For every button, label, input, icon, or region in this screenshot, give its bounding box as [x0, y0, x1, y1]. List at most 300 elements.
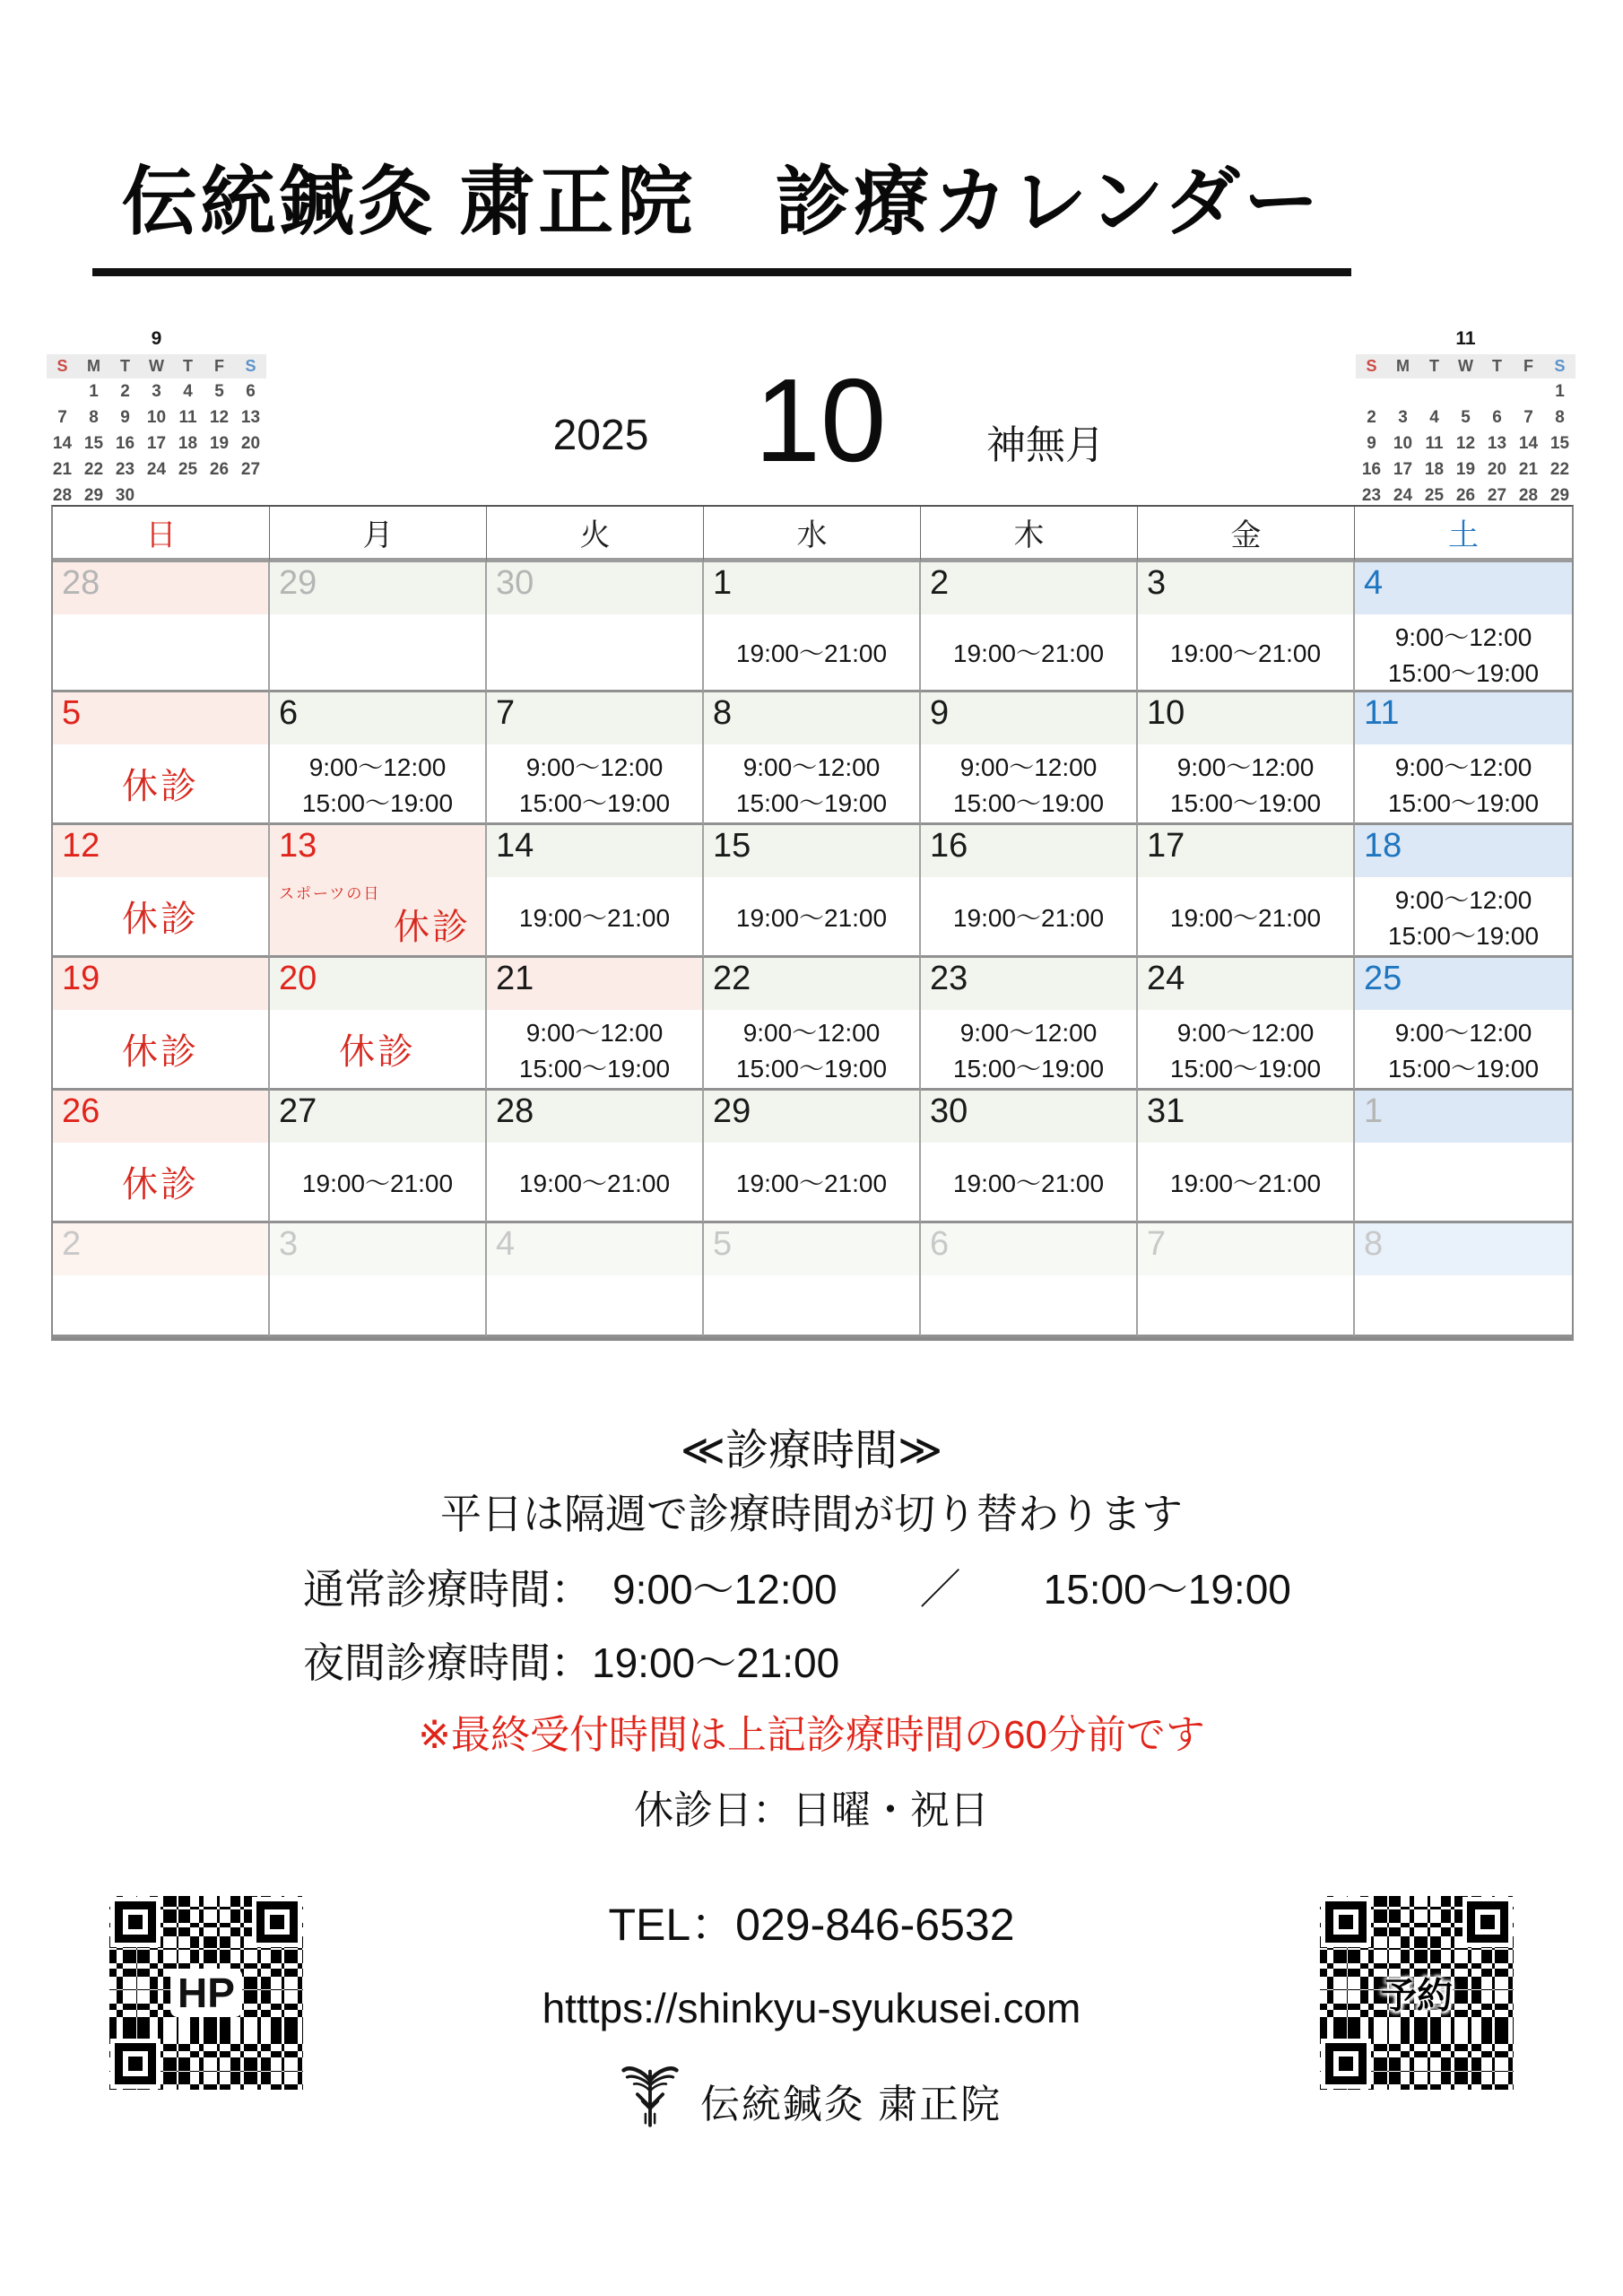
closed-label: 休診 [394, 908, 471, 947]
date-number: 30 [496, 564, 534, 602]
day-cell-15 [704, 825, 921, 958]
date-number: 18 [1364, 827, 1402, 865]
mini-day-cell: 6 [1492, 407, 1502, 427]
day-cell-28-out [53, 562, 270, 692]
time-slot: 9:00〜12:00 [1394, 623, 1532, 651]
day-cell-body [1355, 614, 1572, 693]
date-number: 22 [713, 960, 751, 997]
mini-day-cell: 10 [1393, 433, 1413, 453]
qr-finder-icon [1467, 1901, 1508, 1943]
mini-day-cell: 10 [146, 407, 167, 427]
time-slot: 9:00〜12:00 [1176, 753, 1315, 781]
date-band [921, 1091, 1136, 1143]
date-band [53, 692, 268, 744]
day-cell-body [921, 614, 1136, 690]
mini-day-cell: 25 [178, 459, 198, 479]
date-band [704, 825, 919, 877]
mini-day-cell: 14 [1518, 433, 1539, 453]
mini-day-cell: 20 [1487, 459, 1507, 479]
date-number: 3 [1147, 564, 1167, 602]
mini-weekday-header: T [1492, 357, 1502, 375]
date-number: 28 [62, 564, 100, 602]
date-band [1355, 1091, 1572, 1143]
time-slot: 9:00〜12:00 [1176, 1019, 1315, 1047]
date-number: 26 [62, 1092, 100, 1130]
day-cell-body [270, 614, 485, 690]
website-url: htttps://shinkyu-syukusei.com [542, 1985, 1081, 2031]
day-cell-7-out [1138, 1223, 1355, 1337]
last-reception-note: ※最終受付時間は上記診療時間の60分前です [418, 1713, 1205, 1757]
date-band [53, 562, 268, 614]
mini-day-cell [1356, 378, 1387, 404]
day-cell-body [921, 744, 1136, 823]
mini-day-cell: 26 [1455, 485, 1476, 505]
day-cell-body [1138, 744, 1353, 823]
day-cell-body [53, 877, 268, 955]
day-cell-29 [704, 1091, 921, 1223]
day-cell-body [1355, 1143, 1572, 1221]
date-number: 23 [930, 960, 968, 997]
qr-finder-icon [256, 1901, 298, 1943]
calendar-grid [51, 505, 1574, 1341]
time-slot: 15:00〜19:00 [735, 1055, 888, 1083]
mini-day-cell: 22 [83, 459, 104, 479]
day-cell-body [704, 1143, 919, 1221]
time-slot: 15:00〜19:00 [952, 789, 1105, 817]
page-title-underline [92, 142, 1351, 276]
day-cell-2-out [53, 1223, 270, 1337]
time-slot: 19:00〜21:00 [518, 1169, 671, 1197]
closed-label: 休診 [122, 900, 199, 939]
mini-weekday-header-row [47, 354, 266, 378]
day-cell-body [1355, 1010, 1572, 1089]
day-cell-body [270, 744, 485, 823]
date-band [921, 825, 1136, 877]
mini-weekday-header: M [1396, 357, 1410, 375]
mini-day-cell: 5 [214, 381, 224, 401]
mini-day-cell: 27 [1487, 485, 1507, 505]
day-cell-body [270, 1010, 485, 1088]
day-cell-body [487, 877, 702, 955]
time-slot: 9:00〜12:00 [1394, 886, 1532, 914]
mini-day-cell: 11 [1425, 433, 1444, 453]
date-band [921, 692, 1136, 744]
day-cell-body [704, 1010, 919, 1089]
time-slot: 19:00〜21:00 [952, 639, 1105, 667]
day-cell-7 [487, 692, 704, 825]
time-slot: 9:00〜12:00 [525, 1019, 664, 1047]
mini-day-cell: 3 [152, 381, 161, 401]
time-slot: 19:00〜21:00 [735, 1169, 888, 1197]
date-band [53, 1091, 268, 1143]
date-band [1355, 562, 1572, 614]
mini-day-cell: 18 [178, 433, 198, 453]
mini-weekday-header: S [1366, 357, 1377, 375]
day-cell-body [487, 1143, 702, 1221]
day-cell-8 [704, 692, 921, 825]
time-slot: 9:00〜12:00 [959, 753, 1098, 781]
date-band [1138, 825, 1353, 877]
mini-weekday-header: F [214, 357, 224, 375]
date-number: 20 [279, 960, 317, 997]
time-slot: 19:00〜21:00 [301, 1169, 454, 1197]
mini-month-label: 9 [151, 328, 162, 349]
hours-normal-line: 通常診療時間： 9:00〜12:00 ／ 15:00〜19:00 [303, 1566, 1291, 1613]
day-cell-9 [921, 692, 1138, 825]
mini-day-cell: 17 [1393, 459, 1413, 479]
mini-day-cell: 7 [57, 407, 67, 427]
closed-days-line: 休診日：日曜・祝日 [634, 1788, 989, 1832]
date-number: 30 [930, 1092, 968, 1130]
date-band [487, 1223, 702, 1275]
day-cell-body [921, 1275, 1136, 1335]
day-cell-6 [270, 692, 487, 825]
mini-calendar-september [47, 328, 266, 509]
mini-day-cell: 17 [146, 433, 167, 453]
mini-day-cell: 12 [209, 407, 230, 427]
date-number: 15 [713, 827, 751, 865]
date-band [704, 562, 919, 614]
day-cell-body [1355, 1275, 1572, 1335]
date-band [53, 1223, 268, 1275]
mini-weekday-header: W [149, 357, 164, 375]
date-number: 1 [1364, 1092, 1384, 1130]
mini-day-cell: 13 [240, 407, 261, 427]
date-band [270, 825, 485, 877]
mini-day-cell: 26 [209, 459, 230, 479]
mini-day-cell: 27 [240, 459, 261, 479]
mini-month-label: 11 [1455, 328, 1476, 349]
date-band [704, 1223, 919, 1275]
date-number: 2 [930, 564, 950, 602]
time-slot: 15:00〜19:00 [518, 1055, 671, 1083]
day-cell-body [1138, 877, 1353, 955]
mini-day-cell: 1 [89, 381, 99, 401]
day-cell-body [1138, 1143, 1353, 1221]
date-number: 11 [1364, 694, 1400, 732]
time-slot: 15:00〜19:00 [1387, 922, 1540, 950]
date-band [487, 958, 702, 1010]
qr-label-reserve: 予約 [1381, 1976, 1453, 2016]
date-number: 31 [1147, 1092, 1185, 1130]
mini-day-cell: 12 [1455, 433, 1476, 453]
mini-day-cell: 8 [1555, 407, 1565, 427]
date-band [270, 562, 485, 614]
time-slot: 15:00〜19:00 [735, 789, 888, 817]
date-number: 27 [279, 1092, 317, 1130]
mini-day-cell: 4 [1429, 407, 1439, 427]
mini-day-cell: 6 [246, 381, 256, 401]
day-cell-body [1138, 1275, 1353, 1335]
time-slot: 19:00〜21:00 [952, 1169, 1105, 1197]
mini-day-cell: 16 [115, 433, 135, 453]
day-cell-body [53, 1010, 268, 1088]
mini-week-row [47, 378, 266, 404]
day-cell-body [704, 1275, 919, 1335]
mini-day-cell: 21 [52, 459, 73, 479]
mini-day-cell [1419, 378, 1450, 404]
qr-finder-icon [1325, 2043, 1367, 2084]
date-band [487, 1091, 702, 1143]
date-number: 29 [713, 1092, 751, 1130]
date-number: 1 [713, 564, 733, 602]
time-slot: 19:00〜21:00 [1169, 639, 1322, 667]
day-cell-body [1355, 744, 1572, 823]
day-cell-4 [1355, 562, 1572, 692]
time-slot: 19:00〜21:00 [735, 639, 888, 667]
time-slot: 19:00〜21:00 [518, 903, 671, 932]
time-slot: 19:00〜21:00 [1169, 903, 1322, 932]
mini-day-cell: 29 [83, 485, 104, 505]
time-slot: 15:00〜19:00 [1387, 1055, 1540, 1083]
time-slot: 19:00〜21:00 [735, 903, 888, 932]
date-band [53, 958, 268, 1010]
time-slot: 15:00〜19:00 [1169, 1055, 1322, 1083]
closed-label: 休診 [122, 767, 199, 806]
mini-week-row [1356, 378, 1575, 404]
mini-week-row [47, 404, 266, 430]
day-cell-body [270, 877, 485, 955]
day-cell-body [53, 614, 268, 690]
month-number: 10 [754, 354, 887, 486]
day-cell-1-out [1355, 1091, 1572, 1223]
date-number: 13 [279, 827, 317, 865]
date-band [704, 1091, 919, 1143]
mini-day-cell [1513, 378, 1544, 404]
date-number: 10 [1147, 694, 1185, 732]
date-band [487, 825, 702, 877]
mini-day-cell: 28 [52, 485, 73, 505]
time-slot: 15:00〜19:00 [301, 789, 454, 817]
day-cell-body [487, 1275, 702, 1335]
qr-code-homepage [109, 1896, 303, 2090]
mini-weekday-header: W [1458, 357, 1473, 375]
mini-day-cell: 9 [120, 407, 130, 427]
mini-day-cell: 18 [1424, 459, 1445, 479]
closed-label: 休診 [122, 1032, 199, 1072]
time-slot: 9:00〜12:00 [1394, 1019, 1532, 1047]
mini-day-cell: 5 [1461, 407, 1471, 427]
time-slot: 9:00〜12:00 [959, 1019, 1098, 1047]
time-slot: 9:00〜12:00 [308, 753, 447, 781]
mini-day-cell [1387, 378, 1419, 404]
month-name-japanese: 神無月 [986, 423, 1105, 467]
day-cell-27 [270, 1091, 487, 1223]
date-number: 9 [930, 694, 950, 732]
page-title: 伝統鍼灸 粛正院 診療カレンダー [121, 161, 1323, 245]
weekday-header-cell: 日 [53, 507, 270, 562]
date-band [704, 692, 919, 744]
mini-weekday-header: T [183, 357, 193, 375]
mini-day-cell: 15 [83, 433, 104, 453]
date-band [1355, 692, 1572, 744]
date-band [1138, 1223, 1353, 1275]
time-slot: 15:00〜19:00 [518, 789, 671, 817]
date-band [1138, 562, 1353, 614]
mini-weekday-header: M [87, 357, 100, 375]
time-slot: 9:00〜12:00 [742, 753, 881, 781]
date-number: 8 [1364, 1225, 1384, 1263]
date-band [270, 1091, 485, 1143]
date-band [1355, 958, 1572, 1010]
date-number: 8 [713, 694, 733, 732]
date-number: 6 [930, 1225, 950, 1263]
mini-weekday-header: F [1523, 357, 1533, 375]
day-cell-body [704, 614, 919, 690]
day-cell-body [53, 1275, 268, 1335]
mini-week-row [47, 457, 266, 483]
mini-day-cell: 28 [1518, 485, 1539, 505]
mini-day-cell: 14 [52, 433, 73, 453]
day-cell-body [270, 1143, 485, 1221]
day-cell-6-out [921, 1223, 1138, 1337]
hours-night-line: 夜間診療時間：19:00〜21:00 [303, 1639, 840, 1686]
mini-day-cell [1450, 378, 1481, 404]
weekday-header-cell: 金 [1138, 507, 1355, 562]
year-label: 2025 [552, 412, 649, 459]
day-cell-body [1138, 614, 1353, 690]
closed-label: 休診 [122, 1165, 199, 1205]
day-cell-10 [1138, 692, 1355, 825]
qr-code-reservation [1320, 1896, 1514, 2090]
date-band [704, 958, 919, 1010]
day-cell-21 [487, 958, 704, 1091]
mini-day-cell: 21 [1518, 459, 1539, 479]
mini-weekday-header: T [120, 357, 130, 375]
date-band [1138, 1091, 1353, 1143]
day-cell-5-out [704, 1223, 921, 1337]
mini-week-row [1356, 430, 1575, 457]
mini-calendar-november [1356, 328, 1575, 535]
date-band [487, 562, 702, 614]
date-number: 6 [279, 694, 299, 732]
date-number: 5 [62, 694, 82, 732]
hours-alternating-note: 平日は隔週で診療時間が切り替わります [440, 1491, 1183, 1537]
day-cell-2 [921, 562, 1138, 692]
day-cell-body [921, 877, 1136, 955]
day-cell-3-out [270, 1223, 487, 1337]
day-cell-body [704, 877, 919, 955]
date-number: 21 [496, 960, 534, 997]
mini-day-cell: 24 [146, 459, 167, 479]
day-cell-body [487, 1010, 702, 1089]
date-band [1355, 825, 1572, 877]
day-cell-body [1138, 1010, 1353, 1089]
day-cell-12 [53, 825, 270, 958]
time-slot: 19:00〜21:00 [952, 903, 1105, 932]
day-cell-4-out [487, 1223, 704, 1337]
mini-day-cell: 3 [1398, 407, 1408, 427]
date-band [487, 692, 702, 744]
mini-day-cell: 11 [178, 407, 197, 427]
mini-day-cell [1481, 378, 1513, 404]
date-band [270, 692, 485, 744]
day-cell-18 [1355, 825, 1572, 958]
qr-label-hp: HP [170, 1969, 242, 2017]
date-number: 25 [1364, 960, 1402, 997]
date-number: 4 [496, 1225, 516, 1263]
day-cell-26 [53, 1091, 270, 1223]
mini-day-cell: 22 [1549, 459, 1570, 479]
mini-day-cell: 8 [89, 407, 99, 427]
time-slot: 15:00〜19:00 [1387, 659, 1540, 687]
date-number: 2 [62, 1225, 82, 1263]
date-number: 24 [1147, 960, 1185, 997]
time-slot: 15:00〜19:00 [952, 1055, 1105, 1083]
weekday-header-cell: 木 [921, 507, 1138, 562]
mini-day-cell [47, 378, 78, 404]
closed-label: 休診 [339, 1032, 416, 1072]
mini-day-cell: 2 [120, 381, 130, 401]
date-number: 19 [62, 960, 100, 997]
day-cell-13 [270, 825, 487, 958]
date-number: 7 [1147, 1225, 1167, 1263]
day-cell-1 [704, 562, 921, 692]
date-number: 7 [496, 694, 516, 732]
weekday-header-cell: 火 [487, 507, 704, 562]
day-cell-body [270, 1275, 485, 1335]
hours-section-title: ≪診療時間≫ [680, 1427, 943, 1474]
day-cell-body [487, 744, 702, 823]
mini-day-cell: 2 [1367, 407, 1376, 427]
mini-weekday-header: S [56, 357, 68, 375]
date-number: 29 [279, 564, 317, 602]
mini-day-cell: 30 [115, 485, 135, 505]
mini-week-row [47, 430, 266, 457]
day-cell-16 [921, 825, 1138, 958]
mini-day-cell: 19 [209, 433, 230, 453]
mini-week-row [1356, 404, 1575, 430]
day-cell-30 [921, 1091, 1138, 1223]
day-cell-body [487, 614, 702, 690]
day-cell-23 [921, 958, 1138, 1091]
mini-day-cell: 9 [1367, 433, 1376, 453]
day-cell-body [1355, 877, 1572, 956]
day-cell-11 [1355, 692, 1572, 825]
day-cell-28 [487, 1091, 704, 1223]
date-band [270, 1223, 485, 1275]
weekday-header-cell: 水 [704, 507, 921, 562]
day-cell-30-out [487, 562, 704, 692]
day-cell-20 [270, 958, 487, 1091]
day-cell-25 [1355, 958, 1572, 1091]
day-cell-body [921, 1143, 1136, 1221]
date-band [270, 958, 485, 1010]
qr-finder-icon [115, 1901, 156, 1943]
time-slot: 15:00〜19:00 [1387, 789, 1540, 817]
mini-day-cell: 15 [1549, 433, 1570, 453]
date-band [921, 562, 1136, 614]
day-cell-body [53, 1143, 268, 1221]
holiday-note: スポーツの日 [279, 885, 381, 902]
time-slot: 19:00〜21:00 [1169, 1169, 1322, 1197]
day-cell-19 [53, 958, 270, 1091]
mini-weekday-header: S [1554, 357, 1566, 375]
mini-day-cell: 23 [1361, 485, 1382, 505]
mini-day-cell: 25 [1424, 485, 1445, 505]
date-number: 16 [930, 827, 968, 865]
day-cell-31 [1138, 1091, 1355, 1223]
qr-finder-icon [1325, 1901, 1367, 1943]
day-cell-17 [1138, 825, 1355, 958]
time-slot: 9:00〜12:00 [742, 1019, 881, 1047]
day-cell-22 [704, 958, 921, 1091]
day-cell-body [921, 1010, 1136, 1089]
mini-week-row [1356, 457, 1575, 483]
date-band [1355, 1223, 1572, 1275]
day-cell-body [704, 744, 919, 823]
time-slot: 9:00〜12:00 [525, 753, 664, 781]
